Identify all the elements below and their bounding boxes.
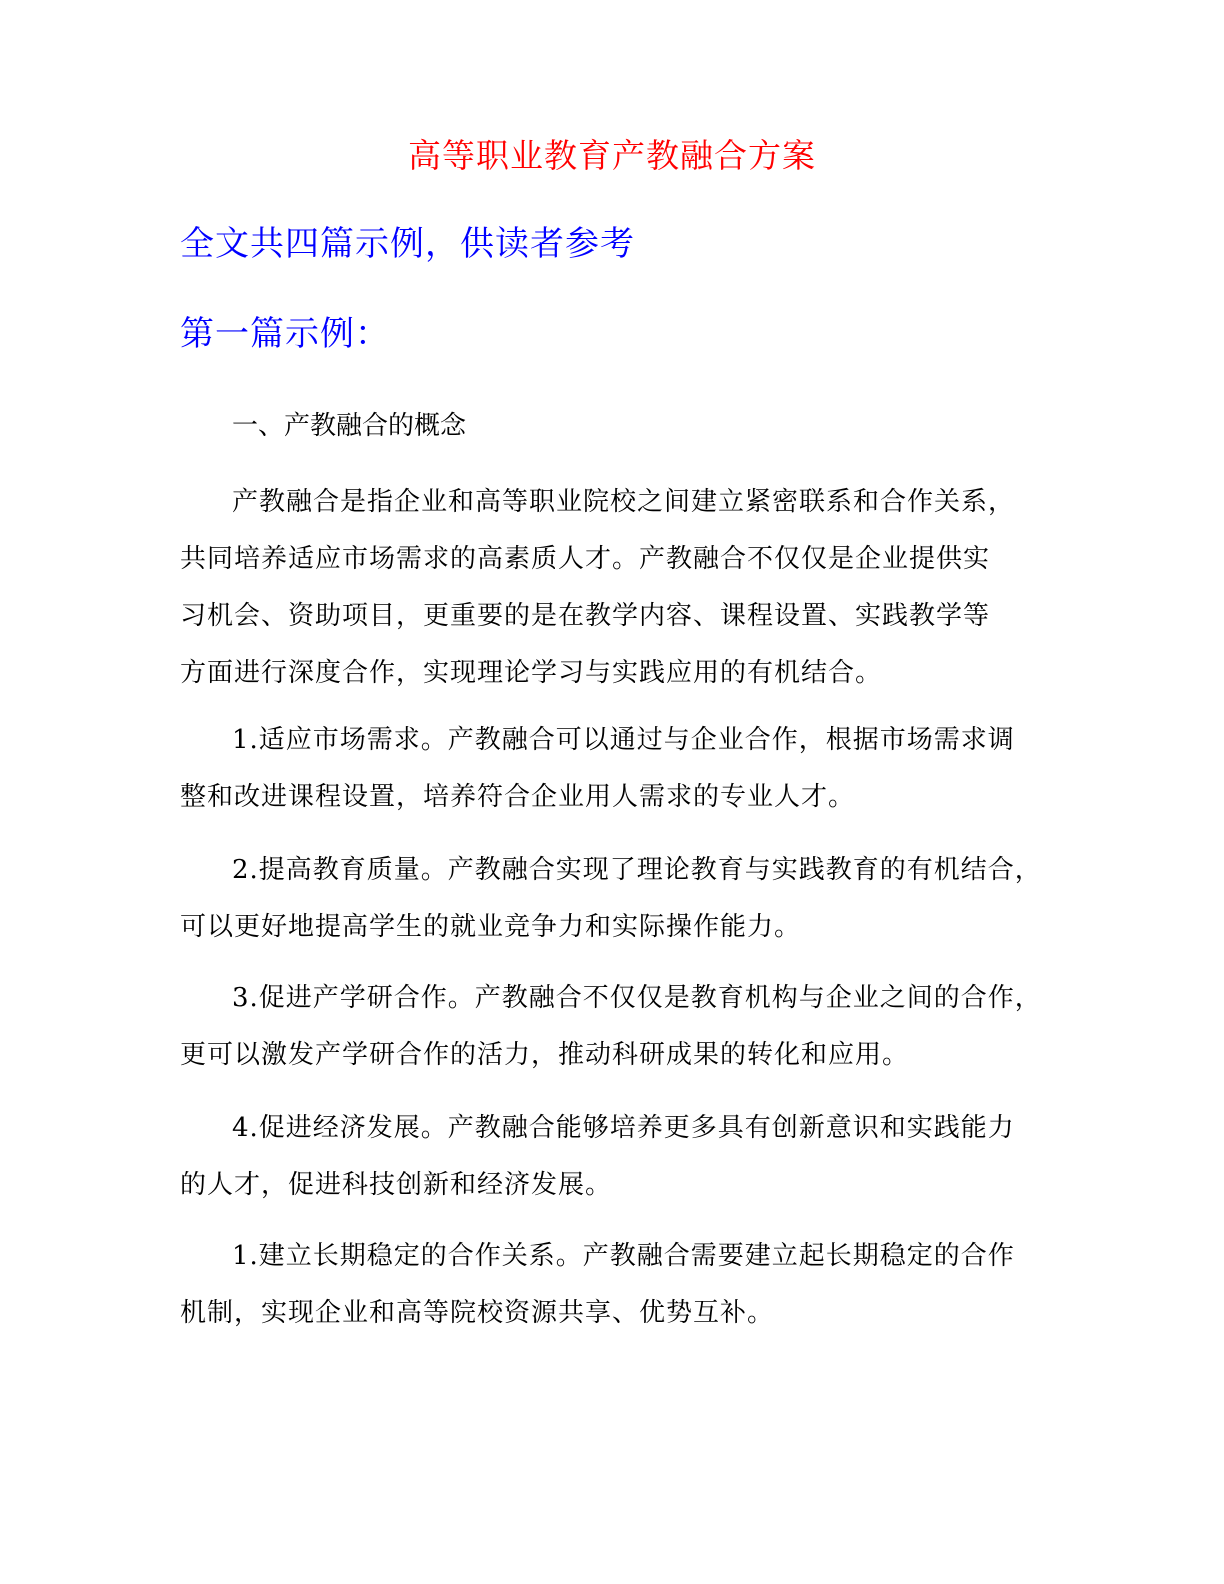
document-subtitle: 全文共四篇示例，供读者参考: [180, 224, 635, 264]
paragraph-line: 1.适应市场需求。产教融合可以通过与企业合作，根据市场需求调: [232, 725, 1015, 755]
paragraph-line: 机制，实现企业和高等院校资源共享、优势互补。: [180, 1298, 775, 1328]
paragraph: [180, 842, 1060, 956]
paragraph-line: 1.建立长期稳定的合作关系。产教融合需要建立起长期稳定的合作: [232, 1241, 1015, 1271]
paragraph-line: 习机会、资助项目，更重要的是在教学内容、课程设置、实践教学等: [180, 601, 991, 631]
document-title: 高等职业教育产教融合方案: [408, 136, 816, 175]
paragraph: [180, 1100, 1060, 1214]
paragraph-line: 共同培养适应市场需求的高素质人才。产教融合不仅仅是企业提供实: [180, 544, 991, 574]
paragraph: [180, 970, 1060, 1084]
paragraph-line: 方面进行深度合作，实现理论学习与实践应用的有机结合。: [180, 658, 883, 688]
paragraph-line: 4.促进经济发展。产教融合能够培养更多具有创新意识和实践能力: [232, 1113, 1015, 1143]
section-label: 第一篇示例：: [180, 314, 390, 354]
section-heading: 一、产教融合的概念: [232, 411, 467, 441]
paragraph-line: 的人才，促进科技创新和经济发展。: [180, 1170, 613, 1200]
paragraph-line: 可以更好地提高学生的就业竞争力和实际操作能力。: [180, 912, 802, 942]
paragraph-line: 产教融合是指企业和高等职业院校之间建立紧密联系和合作关系，: [232, 487, 1016, 517]
paragraph-line: 3.促进产学研合作。产教融合不仅仅是教育机构与企业之间的合作，: [232, 983, 1042, 1013]
paragraph-line: 整和改进课程设置，培养符合企业用人需求的专业人才。: [180, 782, 856, 812]
paragraph-line: 2.提高教育质量。产教融合实现了理论教育与实践教育的有机结合，: [232, 855, 1042, 885]
paragraph: [180, 474, 1060, 702]
paragraph: [180, 1228, 1060, 1342]
paragraph-line: 更可以激发产学研合作的活力，推动科研成果的转化和应用。: [180, 1040, 910, 1070]
paragraph: [180, 712, 1060, 826]
